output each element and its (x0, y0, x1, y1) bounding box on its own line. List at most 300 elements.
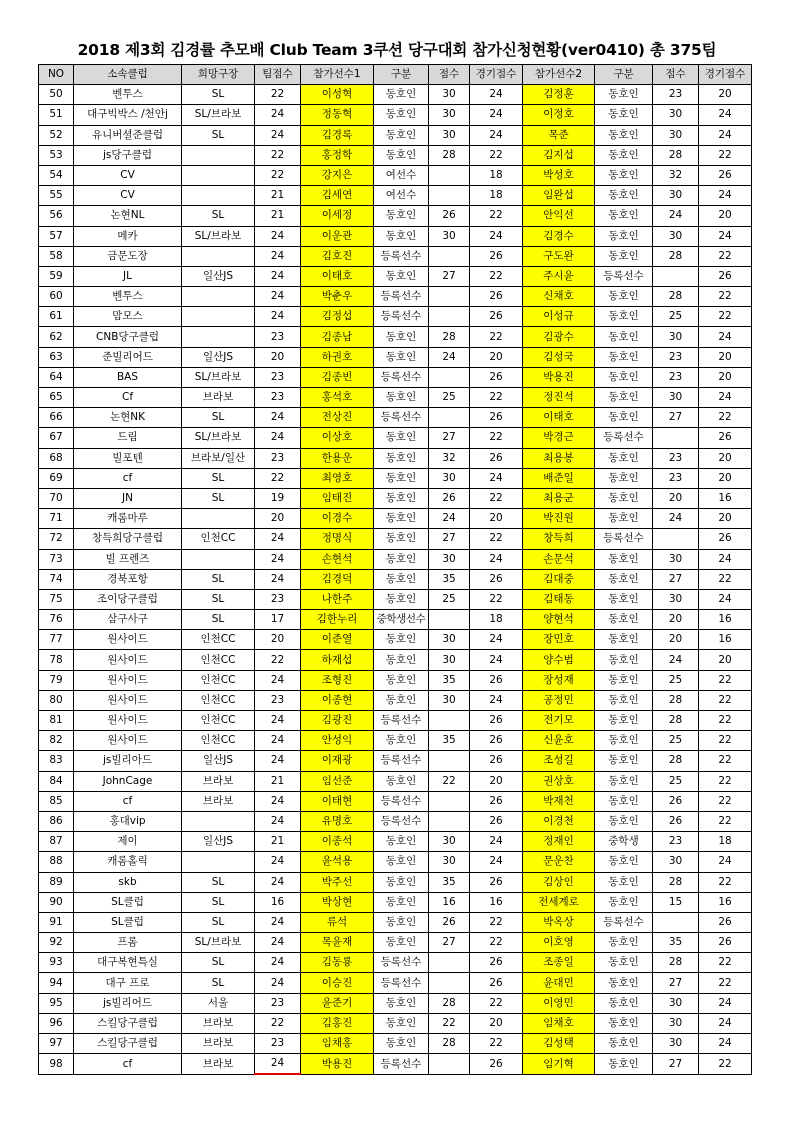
cell-venue: SL/브라보 (182, 428, 255, 448)
table-row (39, 266, 752, 286)
cell-player1-type: 동호인 (374, 912, 429, 932)
cell-club: 원사이드 (74, 650, 182, 670)
cell-no: 80 (39, 690, 74, 710)
cell-player2-match-score: 22 (699, 690, 752, 710)
cell-player1-score (429, 1054, 470, 1075)
cell-player1-score (429, 186, 470, 206)
registration-table (38, 64, 752, 1075)
cell-player2: 신윤호 (523, 731, 595, 751)
cell-player2: 이정호 (523, 105, 595, 125)
table-row (39, 1034, 752, 1054)
cell-no: 60 (39, 287, 74, 307)
table-row (39, 933, 752, 953)
cell-player1-type: 동호인 (374, 852, 429, 872)
cell-club: CNB당구클럽 (74, 327, 182, 347)
cell-player2-match-score: 26 (699, 933, 752, 953)
cell-player1-type: 등록선수 (374, 953, 429, 973)
cell-no: 68 (39, 448, 74, 468)
cell-player2-match-score: 22 (699, 1054, 752, 1075)
cell-player2-match-score: 24 (699, 186, 752, 206)
cell-player2-score: 28 (653, 246, 699, 266)
cell-player1: 강지은 (301, 165, 374, 185)
cell-team-score: 24 (255, 287, 301, 307)
cell-player1-type: 등록선수 (374, 287, 429, 307)
cell-player1-score: 30 (429, 468, 470, 488)
header-player1-type: 구분 (374, 65, 429, 85)
cell-team-score: 24 (255, 266, 301, 286)
cell-player1: 조형진 (301, 670, 374, 690)
cell-player1: 나한주 (301, 589, 374, 609)
cell-venue: 일산JS (182, 751, 255, 771)
cell-player1: 하권호 (301, 347, 374, 367)
cell-player1-type: 동호인 (374, 509, 429, 529)
cell-club: 제이 (74, 832, 182, 852)
cell-player2-type: 동호인 (595, 711, 653, 731)
cell-player2: 정진석 (523, 388, 595, 408)
table-row (39, 630, 752, 650)
cell-player1-match-score: 26 (470, 246, 523, 266)
cell-no: 98 (39, 1054, 74, 1075)
cell-no: 82 (39, 731, 74, 751)
cell-player1-match-score: 22 (470, 266, 523, 286)
cell-venue (182, 549, 255, 569)
cell-player1-match-score: 24 (470, 125, 523, 145)
cell-player1-match-score: 24 (470, 226, 523, 246)
cell-player1-match-score: 26 (470, 973, 523, 993)
cell-venue: 인천CC (182, 711, 255, 731)
cell-player1-type: 동호인 (374, 125, 429, 145)
cell-player2-type: 동호인 (595, 448, 653, 468)
cell-player2-score (653, 529, 699, 549)
cell-team-score: 17 (255, 610, 301, 630)
cell-club: cf (74, 1054, 182, 1075)
cell-player2-type: 동호인 (595, 973, 653, 993)
cell-player2-type: 동호인 (595, 953, 653, 973)
cell-team-score: 19 (255, 488, 301, 508)
cell-venue: SL (182, 125, 255, 145)
table-row (39, 85, 752, 105)
cell-player2: 이영민 (523, 993, 595, 1013)
cell-player2: 김대중 (523, 569, 595, 589)
cell-player2-match-score: 20 (699, 367, 752, 387)
cell-player2-score: 30 (653, 549, 699, 569)
cell-club: 대구 프로 (74, 973, 182, 993)
cell-club: 논현NK (74, 408, 182, 428)
cell-player2: 이성규 (523, 307, 595, 327)
cell-player1-type: 동호인 (374, 690, 429, 710)
cell-player1-match-score: 26 (470, 408, 523, 428)
table-row (39, 670, 752, 690)
table-row (39, 1013, 752, 1033)
cell-player2-type: 동호인 (595, 509, 653, 529)
cell-player2-match-score: 22 (699, 307, 752, 327)
cell-player2: 임완섭 (523, 186, 595, 206)
table-row (39, 953, 752, 973)
cell-player1-type: 동호인 (374, 569, 429, 589)
cell-player1-type: 중학생선수 (374, 610, 429, 630)
cell-player2-score: 23 (653, 367, 699, 387)
cell-no: 78 (39, 650, 74, 670)
cell-player1: 이성혁 (301, 85, 374, 105)
cell-player1-score: 30 (429, 125, 470, 145)
cell-player1-match-score: 22 (470, 145, 523, 165)
cell-player2: 조종일 (523, 953, 595, 973)
cell-player2-match-score: 24 (699, 327, 752, 347)
cell-player2-type: 동호인 (595, 993, 653, 1013)
cell-player2-match-score: 22 (699, 953, 752, 973)
cell-no: 90 (39, 892, 74, 912)
cell-player2-type: 동호인 (595, 226, 653, 246)
cell-player1: 이상호 (301, 428, 374, 448)
table-row (39, 791, 752, 811)
cell-player2-match-score: 20 (699, 650, 752, 670)
cell-no: 54 (39, 165, 74, 185)
cell-no: 56 (39, 206, 74, 226)
table-row (39, 852, 752, 872)
cell-player2: 안익선 (523, 206, 595, 226)
cell-player2-match-score: 22 (699, 246, 752, 266)
cell-player2: 정재인 (523, 832, 595, 852)
table-row (39, 529, 752, 549)
cell-player1: 이승진 (301, 973, 374, 993)
cell-player1-score: 35 (429, 670, 470, 690)
cell-player2-match-score: 24 (699, 993, 752, 1013)
cell-player2-score: 30 (653, 852, 699, 872)
cell-player2-match-score: 20 (699, 468, 752, 488)
cell-player2-score: 26 (653, 811, 699, 831)
cell-player1-score: 35 (429, 569, 470, 589)
cell-player2-score: 24 (653, 650, 699, 670)
cell-player1-match-score: 26 (470, 751, 523, 771)
cell-player2: 신채호 (523, 287, 595, 307)
cell-venue (182, 145, 255, 165)
cell-player2-type: 동호인 (595, 751, 653, 771)
cell-player2: 구도완 (523, 246, 595, 266)
cell-player2-match-score: 22 (699, 408, 752, 428)
cell-club: 경북포항 (74, 569, 182, 589)
cell-player2-score: 24 (653, 206, 699, 226)
cell-team-score: 22 (255, 165, 301, 185)
cell-no: 83 (39, 751, 74, 771)
cell-player2-type: 동호인 (595, 690, 653, 710)
cell-player2-score: 30 (653, 589, 699, 609)
cell-player2: 이호영 (523, 933, 595, 953)
cell-player2-match-score: 22 (699, 145, 752, 165)
cell-venue: 인천CC (182, 731, 255, 751)
cell-club: JL (74, 266, 182, 286)
table-row (39, 246, 752, 266)
cell-venue: 일산JS (182, 347, 255, 367)
cell-player2-type: 등록선수 (595, 428, 653, 448)
cell-player2-score: 30 (653, 186, 699, 206)
cell-player1: 임채홍 (301, 1034, 374, 1054)
cell-player1-match-score: 22 (470, 993, 523, 1013)
cell-no: 69 (39, 468, 74, 488)
cell-player2-type: 동호인 (595, 892, 653, 912)
cell-player2-type: 동호인 (595, 165, 653, 185)
cell-player2-score: 25 (653, 307, 699, 327)
cell-no: 97 (39, 1034, 74, 1054)
cell-player2-score: 30 (653, 125, 699, 145)
cell-player2-score: 35 (653, 933, 699, 953)
cell-player1-score: 27 (429, 266, 470, 286)
cell-team-score: 22 (255, 1013, 301, 1033)
cell-player2-score: 15 (653, 892, 699, 912)
cell-club: 캐롬홀릭 (74, 852, 182, 872)
cell-player1-match-score: 22 (470, 206, 523, 226)
cell-player1-score (429, 307, 470, 327)
cell-player1: 유명호 (301, 811, 374, 831)
cell-player2: 조성길 (523, 751, 595, 771)
cell-venue: SL (182, 892, 255, 912)
cell-team-score: 24 (255, 791, 301, 811)
cell-team-score: 24 (255, 1054, 301, 1075)
cell-player2: 김경수 (523, 226, 595, 246)
cell-venue: 브라보 (182, 388, 255, 408)
cell-player1-match-score: 22 (470, 1034, 523, 1054)
cell-player2-match-score: 24 (699, 105, 752, 125)
cell-venue (182, 852, 255, 872)
cell-player1-score (429, 165, 470, 185)
cell-club: 준빌리어드 (74, 347, 182, 367)
cell-player1-match-score: 18 (470, 165, 523, 185)
cell-player1-score: 30 (429, 832, 470, 852)
cell-player1-type: 동호인 (374, 731, 429, 751)
cell-player1-type: 동호인 (374, 549, 429, 569)
table-row (39, 711, 752, 731)
cell-club: 맘모스 (74, 307, 182, 327)
cell-club: SL클럽 (74, 892, 182, 912)
cell-player1-score (429, 287, 470, 307)
table-row (39, 872, 752, 892)
cell-club: 스킬당구클럽 (74, 1034, 182, 1054)
cell-player2-type: 동호인 (595, 731, 653, 751)
cell-club: 금문도장 (74, 246, 182, 266)
cell-player2-score: 25 (653, 771, 699, 791)
cell-player1: 홍석호 (301, 388, 374, 408)
cell-player2-match-score: 22 (699, 670, 752, 690)
cell-no: 64 (39, 367, 74, 387)
cell-player2-score (653, 428, 699, 448)
cell-player1-score (429, 953, 470, 973)
cell-player1-type: 동호인 (374, 650, 429, 670)
cell-player1: 정동혁 (301, 105, 374, 125)
cell-player2-type: 동호인 (595, 852, 653, 872)
cell-no: 65 (39, 388, 74, 408)
table-row (39, 367, 752, 387)
cell-no: 70 (39, 488, 74, 508)
cell-player2-type: 동호인 (595, 307, 653, 327)
cell-player1-type: 동호인 (374, 872, 429, 892)
table-row (39, 731, 752, 751)
cell-player2-match-score: 22 (699, 872, 752, 892)
header-player2-type: 구분 (595, 65, 653, 85)
cell-player1-type: 동호인 (374, 993, 429, 1013)
table-row (39, 751, 752, 771)
cell-team-score: 24 (255, 811, 301, 831)
cell-player1-score: 28 (429, 145, 470, 165)
cell-player2-score: 30 (653, 1034, 699, 1054)
cell-venue: SL/브라보 (182, 105, 255, 125)
cell-player1-score: 35 (429, 872, 470, 892)
cell-venue: 인천CC (182, 630, 255, 650)
cell-club: SL클럽 (74, 912, 182, 932)
cell-player2-match-score: 22 (699, 973, 752, 993)
cell-player2: 김태동 (523, 589, 595, 609)
cell-no: 89 (39, 872, 74, 892)
table-row (39, 892, 752, 912)
cell-player2-match-score: 22 (699, 811, 752, 831)
cell-player2: 박옥상 (523, 912, 595, 932)
table-row (39, 206, 752, 226)
cell-player2: 이경천 (523, 811, 595, 831)
cell-club: 프롬 (74, 933, 182, 953)
cell-venue: 인천CC (182, 690, 255, 710)
cell-club: js당구클럽 (74, 145, 182, 165)
table-row (39, 569, 752, 589)
cell-club: 원사이드 (74, 711, 182, 731)
cell-player2-match-score: 22 (699, 731, 752, 751)
cell-player2-score: 27 (653, 569, 699, 589)
cell-player1-match-score: 26 (470, 287, 523, 307)
cell-player2: 장성재 (523, 670, 595, 690)
cell-team-score: 24 (255, 408, 301, 428)
cell-team-score: 22 (255, 468, 301, 488)
cell-venue (182, 246, 255, 266)
cell-team-score: 22 (255, 85, 301, 105)
cell-player1-type: 등록선수 (374, 811, 429, 831)
cell-player2-match-score: 24 (699, 852, 752, 872)
cell-player1-match-score: 20 (470, 1013, 523, 1033)
cell-player1-type: 등록선수 (374, 973, 429, 993)
cell-no: 77 (39, 630, 74, 650)
cell-player2-score: 28 (653, 690, 699, 710)
cell-player1-score: 24 (429, 509, 470, 529)
cell-player1-score (429, 610, 470, 630)
cell-team-score: 24 (255, 852, 301, 872)
cell-no: 95 (39, 993, 74, 1013)
cell-player1-match-score: 26 (470, 791, 523, 811)
cell-no: 52 (39, 125, 74, 145)
cell-player1: 목윤재 (301, 933, 374, 953)
cell-player1: 이재광 (301, 751, 374, 771)
cell-player2: 배준일 (523, 468, 595, 488)
cell-player1-type: 동호인 (374, 226, 429, 246)
cell-no: 59 (39, 266, 74, 286)
cell-player1-type: 등록선수 (374, 246, 429, 266)
cell-player1-match-score: 20 (470, 347, 523, 367)
cell-team-score: 24 (255, 569, 301, 589)
cell-player2-type: 동호인 (595, 186, 653, 206)
cell-player2-type: 동호인 (595, 670, 653, 690)
cell-player1: 류석 (301, 912, 374, 932)
cell-player2-score: 27 (653, 1054, 699, 1075)
cell-player2-match-score: 16 (699, 610, 752, 630)
table-row (39, 408, 752, 428)
cell-player1: 전상진 (301, 408, 374, 428)
table-row (39, 105, 752, 125)
cell-team-score: 23 (255, 589, 301, 609)
cell-player1: 박상현 (301, 892, 374, 912)
cell-venue (182, 307, 255, 327)
cell-player1-score (429, 246, 470, 266)
cell-player1-type: 동호인 (374, 206, 429, 226)
cell-no: 51 (39, 105, 74, 125)
cell-player1: 김홍진 (301, 1013, 374, 1033)
cell-player1-match-score: 22 (470, 327, 523, 347)
cell-player1: 김종남 (301, 327, 374, 347)
table-row (39, 993, 752, 1013)
cell-player2: 박용진 (523, 367, 595, 387)
cell-no: 96 (39, 1013, 74, 1033)
cell-player1-score (429, 751, 470, 771)
table-row (39, 610, 752, 630)
cell-player2-type: 등록선수 (595, 529, 653, 549)
cell-player2-type: 동호인 (595, 549, 653, 569)
cell-player1-type: 동호인 (374, 832, 429, 852)
cell-club: 대구빅박스 /천안j (74, 105, 182, 125)
cell-player2: 주시윤 (523, 266, 595, 286)
cell-player2-type: 동호인 (595, 388, 653, 408)
cell-player1-type: 동호인 (374, 670, 429, 690)
cell-player1: 이태현 (301, 791, 374, 811)
cell-player2-type: 등록선수 (595, 266, 653, 286)
cell-no: 84 (39, 771, 74, 791)
cell-player1-score: 26 (429, 912, 470, 932)
cell-team-score: 20 (255, 630, 301, 650)
cell-player2: 박진원 (523, 509, 595, 529)
table-row (39, 973, 752, 993)
cell-no: 61 (39, 307, 74, 327)
cell-player2-type: 동호인 (595, 468, 653, 488)
cell-player1-score: 30 (429, 226, 470, 246)
cell-club: 원사이드 (74, 670, 182, 690)
cell-player1-type: 동호인 (374, 1034, 429, 1054)
cell-player1-type: 동호인 (374, 85, 429, 105)
cell-player1-score: 30 (429, 549, 470, 569)
cell-player1: 임태진 (301, 488, 374, 508)
cell-player2-score: 32 (653, 165, 699, 185)
cell-player1-score: 32 (429, 448, 470, 468)
cell-club: 원사이드 (74, 690, 182, 710)
cell-player1-match-score: 22 (470, 428, 523, 448)
cell-player2-score: 28 (653, 953, 699, 973)
cell-venue: 인천CC (182, 670, 255, 690)
cell-team-score: 24 (255, 912, 301, 932)
header-no: NO (39, 65, 74, 85)
cell-player2-match-score: 16 (699, 630, 752, 650)
cell-player2: 양현석 (523, 610, 595, 630)
cell-player2-score: 30 (653, 993, 699, 1013)
header-venue: 희망구장 (182, 65, 255, 85)
cell-player2-match-score: 24 (699, 125, 752, 145)
cell-club: 벤투스 (74, 85, 182, 105)
cell-player2-score: 20 (653, 610, 699, 630)
cell-player2-match-score: 18 (699, 832, 752, 852)
cell-team-score: 16 (255, 892, 301, 912)
cell-player1-match-score: 18 (470, 610, 523, 630)
cell-player2: 최용군 (523, 488, 595, 508)
cell-player1-score (429, 711, 470, 731)
cell-player1: 김경덕 (301, 569, 374, 589)
cell-player2: 전세계로 (523, 892, 595, 912)
cell-player1-type: 동호인 (374, 468, 429, 488)
cell-player1-score: 30 (429, 650, 470, 670)
cell-team-score: 23 (255, 388, 301, 408)
cell-player1-match-score: 22 (470, 912, 523, 932)
cell-player1: 김동룡 (301, 953, 374, 973)
cell-player2: 공정민 (523, 690, 595, 710)
